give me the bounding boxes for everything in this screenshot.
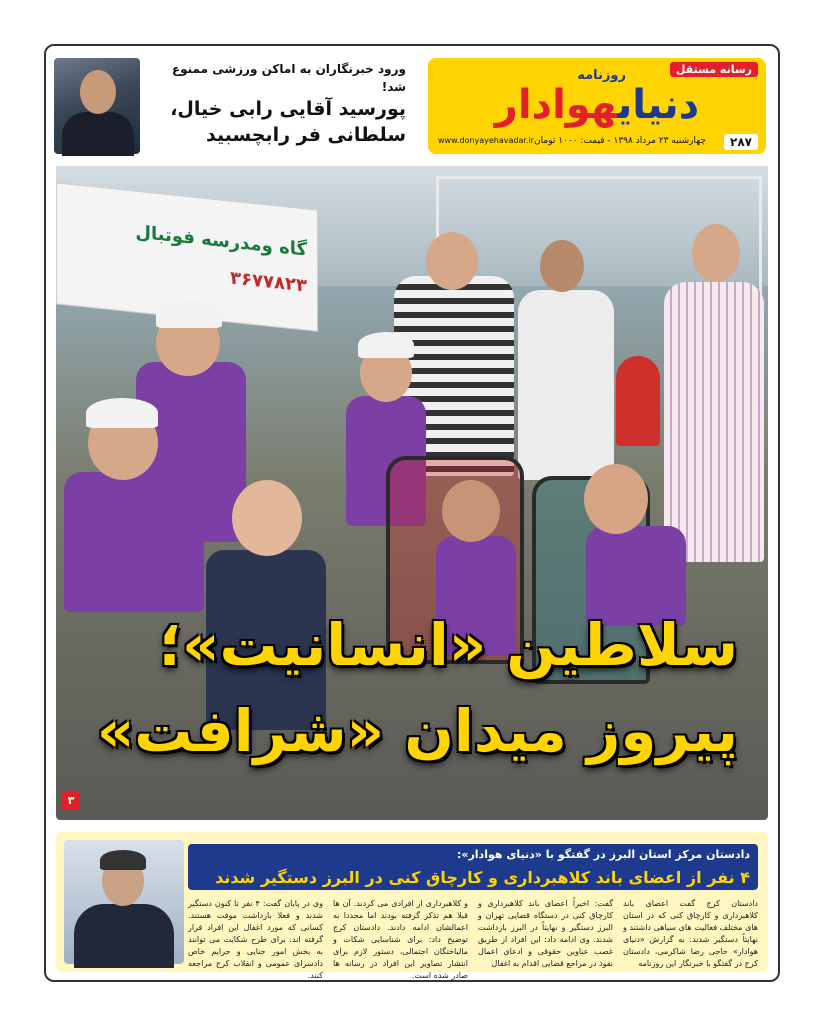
adult-head-2 [540,240,584,292]
logo-part-2: هوادار [494,82,618,128]
bottom-story-kicker: دادستان مرکز استان البرز در گفتگو با «دنیای هوادار»: [188,844,758,865]
main-headline-line-2: پیروز میدان «شرافت» [96,697,738,765]
independent-media-ribbon: رسانه مستقل [670,62,758,77]
bottom-story-title: ۴ نفر از اعضای باند کلاهبرداری و کارچاق کنی در البرز دستگیر شدند [188,865,758,890]
bottom-story-columns [188,898,758,980]
banner-phone: ۳۶۷۷۸۲۳ [230,267,307,297]
bottom-story-photo [64,840,184,964]
toddler-head [232,480,302,556]
teaser-photo-suit [62,112,134,156]
adult-head-3 [692,224,740,282]
logo-part-1: دنیای [617,82,700,128]
masthead [428,58,766,154]
kid-cap-2 [86,398,158,428]
story-column-4: وی در پایان گفت: ۴ نفر تا کنون دستگیر شدند و فعلا بازداشت موقت هستند. کسانی که مورد اغفال این افراد قرار گرفته اند، برای طرح شکایت می توانند به بخش امور جنایی و جرایم خاص دادسرای عمومی و انقلاب کرج مراجعه کنند. [188,899,323,980]
kid-purple-shirt-2 [64,472,204,612]
page-number-badge: ۳ [62,792,80,810]
story-column-3: و کلاهبرداری از افرادی می کردند. آن ها قبلا هم تذکر گرفته بودند اما مجددا به اعمالشان ادامه دادند. دادستان کرج توضیح داد: برای شناسایی شکات و مالباختگان احتمالی، دستور لازم برای انتشار تصاویر این افراد در رسانه ها صادر شده است. [333,899,468,980]
newspaper-logo [438,80,756,130]
bottom-photo-hair [100,850,146,870]
kid-cap-3 [358,332,414,358]
story-column-2: گفت: اخیراً اعضای باند کلاهبرداری و کارچاق کنی در دستگاه قضایی تهران و البرز دستگیر و نهایتاً در البرز بازداشت شدند. وی ادامه داد: این افراد از طریق غصب عناوین حقوقی و ادعای اعمال نفوذ در مراجع قضایی اقدام به اغفال [478,899,613,968]
bottom-photo-suit [74,904,174,968]
main-headline-line-1: سلاطین «انسانیت»؛ [158,611,738,679]
adult-white-shirt [518,290,614,480]
hero-photo[interactable] [56,166,768,820]
teaser-kicker: ورود خبرنگاران به اماکن ورزشی ممنوع شد! [171,62,406,94]
child-red-shirt [616,356,660,446]
kid-head-5 [584,464,648,534]
newspaper-front-page [44,44,780,982]
teaser-photo-face [80,70,116,114]
teaser-title-line-2: سلطانی فر رابچسبید [205,124,406,146]
kid-cap-1 [156,300,222,328]
kid-head-4 [442,480,500,542]
date-price: چهارشنبه ۲۳ مرداد ۱۳۹۸ - قیمت: ۱۰۰۰ تومان [534,136,706,146]
website: www.donyayehavadar.ir [438,136,534,145]
header [46,46,778,158]
issue-number: ۲۸۷ [724,134,758,150]
story-column-1: دادستان کرج گفت اعضای باند کلاهبرداری و کارچاق کنی که در استان های مختلف فعالیت های سیاهی داشتند و نهایتاً دستگیر شدند. به گزارش «دنیای هوادار» حاجی رضا شاکرمی، دادستان کرج در گفتگو با خبرنگار این روزنامه [623,899,758,968]
teaser-photo [54,58,140,154]
adult-head [426,232,478,290]
banner-text: گاه ومدرسه فوتبال [135,221,307,261]
adult-checked-shirt [664,282,764,562]
top-teaser[interactable] [146,60,406,150]
teaser-title-line-1: پورسید آقایی رابی خیال، [170,98,406,120]
newspaper-label: روزنامه [577,68,626,83]
bottom-story[interactable] [56,832,768,980]
